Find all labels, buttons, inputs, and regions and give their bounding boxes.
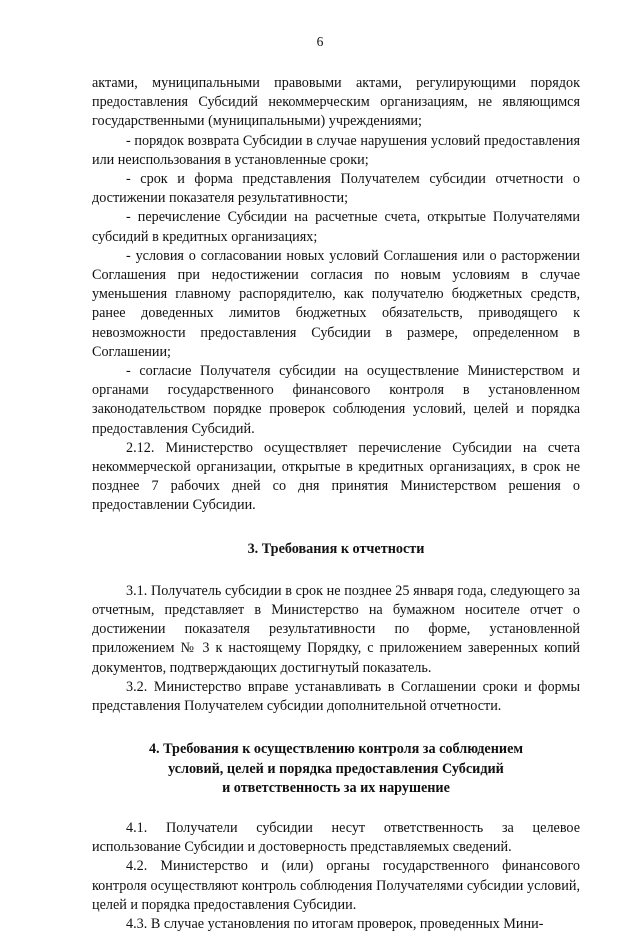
bullet-transfer-accounts: - перечисление Субсидии на расчетные счета, открытые Получателями субсидий в кредитных организациях; [92,209,580,245]
bullet-agreement-conditions: - условия о согласовании новых условий Соглашения или о расторжении Соглашения при недостижении согласия по новым условиям в случае уменьшения главному распорядителю, как получателю бюджетных средств, ранее доведенных лимитов бюджетных обязательств, приводящего к невозможности предоставления Субсидии в размере, определенном в Соглашении; [92,247,580,360]
page-number: 6 [316,34,324,49]
bullet-reporting-form: - срок и форма представления Получателем субсидии отчетности о достижении показателя результативности; [92,171,580,207]
paragraph-continuation: актами, муниципальными правовыми актами, регулирующими порядок предоставления Субсидий некоммерческим организациям, не являющимся государственными (муниципальными) учреждениями; [92,75,580,130]
paragraph-4-2: 4.2. Министерство и (или) органы государственного финансового контроля осуществляют контроль соблюдения Получателями субсидии условий, целей и порядка предоставления Субсидии. [92,858,580,913]
bullet-refund-procedure: - порядок возврата Субсидии в случае нарушения условий предоставления или неиспользования в установленные сроки; [92,132,580,168]
section-4-heading-line-3: и ответственность за их нарушение [222,779,450,796]
document-body [92,74,580,934]
paragraph-2-12: 2.12. Министерство осуществляет перечисление Субсидии на счета некоммерческой организации, открытые в кредитных организациях, в срок не позднее 7 рабочих дней со дня принятия Министерством решения о предоставлении Субсидии. [92,439,580,514]
paragraph-3-2: 3.2. Министерство вправе устанавливать в Соглашении сроки и формы представления Получателем субсидии дополнительной отчетности. [92,678,580,715]
paragraph-4-3: 4.3. В случае установления по итогам проверок, проведенных Мини- [126,915,544,932]
paragraph-3-1: 3.1. Получатель субсидии в срок не позднее 25 января года, следующего за отчетным, представляет в Министерство на бумажном носителе отчет о достижении показателя результативности по форме, установленной приложением № 3 к настоящему Порядку, с приложением заверенных копий документов, подтверждающих достигнутый показатель. [92,582,580,676]
section-4-heading-line-2: условий, целей и порядка предоставления Субсидий [168,760,504,777]
bullet-consent-inspection: - согласие Получателя субсидии на осуществление Министерством и органами государственного финансового контроля в установленном законодательством порядке проверок соблюдения условий, целей и порядка предоставления Субсидий. [92,363,580,437]
section-4-heading [92,740,580,798]
section-4-heading-line-1: 4. Требования к осуществлению контроля за соблюдением [148,741,524,758]
section-3-heading: 3. Требования к отчетности [247,540,425,557]
paragraph-4-1: 4.1. Получатели субсидии несут ответственность за целевое использование Субсидии и достоверность представляемых сведений. [92,819,580,856]
